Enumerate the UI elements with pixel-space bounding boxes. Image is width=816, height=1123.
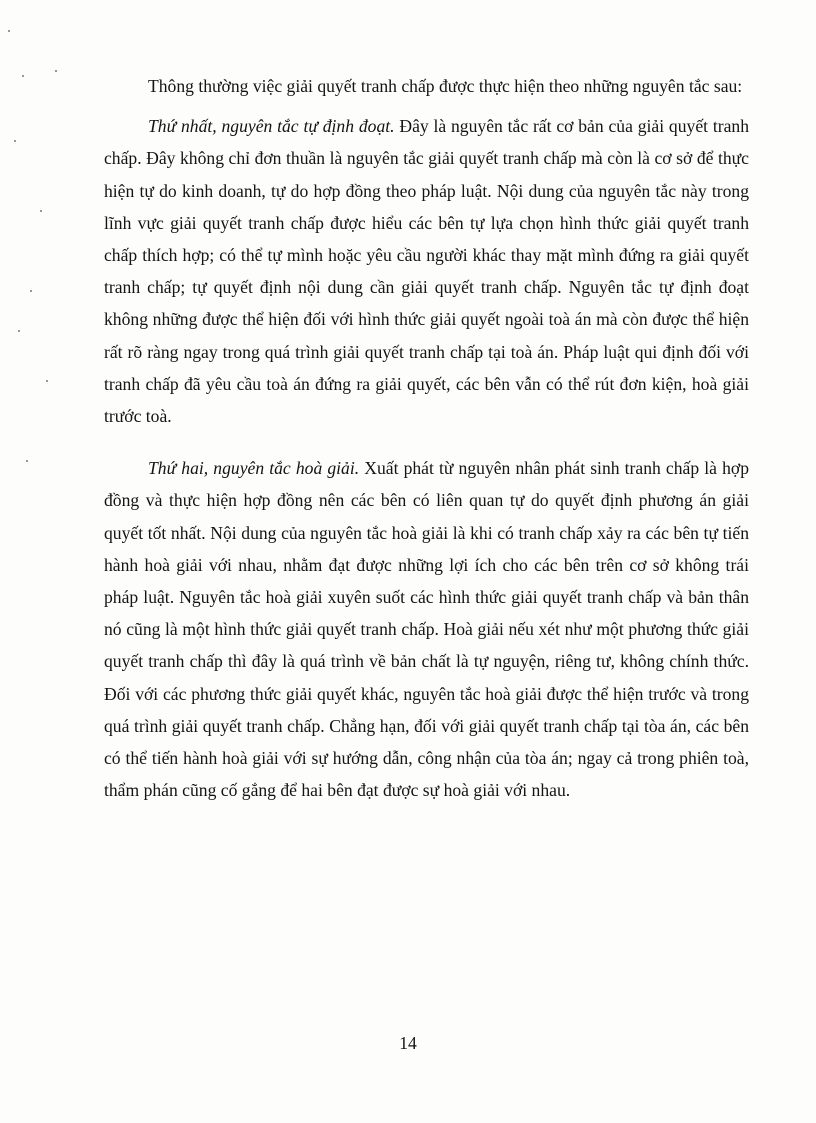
principle-2-heading: Thứ hai, nguyên tắc hoà giải.: [148, 458, 360, 479]
scan-noise: [0, 0, 100, 500]
page-number: 14: [399, 1033, 417, 1053]
document-page: [104, 70, 749, 806]
principle-1-heading: Thứ nhất, nguyên tắc tự định đoạt.: [148, 116, 395, 137]
principle-1-body: Đây là nguyên tắc rất cơ bản của giải quyết tranh chấp. Đây không chỉ đơn thuần là nguyên tắc giải quyết tranh chấp mà còn là cơ sở để thực hiện tự do kinh doanh, tự do hợp đồng theo pháp luật. Nội dung của nguyên tắc này trong lĩnh vực giải quyết tranh chấp được hiểu các bên tự lựa chọn hình thức giải quyết tranh chấp thích hợp; có thể tự mình hoặc yêu cầu người khác thay mặt mình đứng ra giải quyết tranh chấp; tự quyết định nội dung cần giải quyết tranh chấp. Nguyên tắc tự định đoạt không những được thể hiện đối với hình thức giải quyết ngoài toà án mà còn được thể hiện rất rõ ràng ngay trong quá trình giải quyết tranh chấp tại toà án. Pháp luật qui định đối với tranh chấp đã yêu cầu toà án đứng ra giải quyết, các bên vẫn có thể rút đơn kiện, hoà giải trước toà.: [104, 116, 749, 427]
principle-1-paragraph: [104, 110, 749, 432]
principle-2-body: Xuất phát từ nguyên nhân phát sinh tranh chấp là hợp đồng và thực hiện hợp đồng nên các bên có liên quan tự do quyết định phương án giải quyết tốt nhất. Nội dung của nguyên tắc hoà giải là khi có tranh chấp xảy ra các bên tự tiến hành hoà giải với nhau, nhằm đạt được những lợi ích cho các bên trên cơ sở không trái pháp luật. Nguyên tắc hoà giải xuyên suốt các hình thức giải quyết tranh chấp và bản thân nó cũng là một hình thức giải quyết tranh chấp. Hoà giải nếu xét như một phương thức giải quyết tranh chấp thì đây là quá trình về bản chất là tự nguyện, riêng tư, không chính thức. Đối với các phương thức giải quyết khác, nguyên tắc hoà giải được thể hiện trước và trong quá trình giải quyết tranh chấp. Chẳng hạn, đối với giải quyết tranh chấp tại tòa án, các bên có thể tiến hành hoà giải với sự hướng dẫn, công nhận của tòa án; ngay cả trong phiên toà, thẩm phán cũng cố gắng để hai bên đạt được sự hoà giải với nhau.: [104, 458, 749, 801]
principle-2-paragraph: [104, 452, 749, 806]
intro-paragraph: Thông thường việc giải quyết tranh chấp được thực hiện theo những nguyên tắc sau:: [148, 76, 743, 96]
